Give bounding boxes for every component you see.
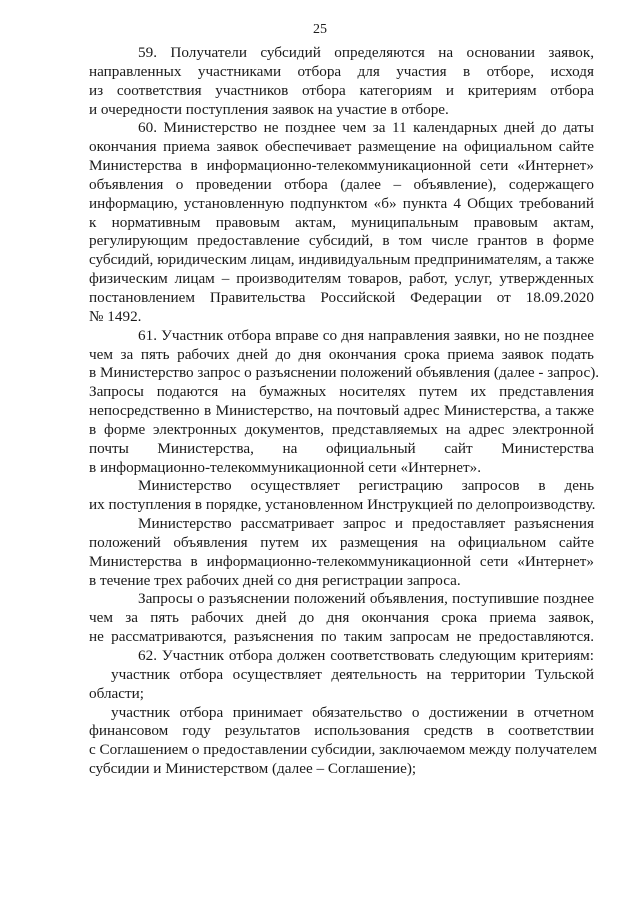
page-number: 25 xyxy=(313,22,327,37)
text-line: Министерство осуществляет регистрацию запросов в день xyxy=(138,477,594,495)
text-line: регулирующим предоставление субсидий, в том числе грантов в форме xyxy=(89,232,594,250)
text-line: объявления о проведении отбора (далее – объявление), содержащего xyxy=(89,175,594,193)
text-line: в информационно-телекоммуникационной сети «Интернет». xyxy=(89,458,482,476)
text-line: Министерство рассматривает запрос и предоставляет разъяснения xyxy=(138,515,594,533)
text-line: положений объявления путем их размещения на официальном сайте xyxy=(89,533,594,551)
text-line: в Министерство запрос о разъяснении положений объявления (далее - запрос). xyxy=(89,364,600,382)
text-line: информацию, установленную подпунктом «б» пункта 4 Общих требований xyxy=(89,194,594,212)
text-line: 60. Министерство не позднее чем за 11 календарных дней до даты xyxy=(138,119,594,137)
document-body xyxy=(89,44,600,779)
text-line: Министерства в информационно-телекоммуникационной сети «Интернет» xyxy=(89,552,594,570)
text-line: чем за пять рабочих дней до дня окончания срока приема заявок подать xyxy=(89,345,594,363)
text-line: и очередности поступления заявок на участие в отборе. xyxy=(89,100,449,118)
text-line: области; xyxy=(89,684,144,702)
text-line: к нормативным правовым актам, муниципальным правовым актам, xyxy=(89,213,594,231)
text-line: субсидии и Министерством (далее – Соглашение); xyxy=(89,760,417,778)
text-line: почты Министерства, на официальный сайт Министерства xyxy=(89,439,594,457)
text-line: окончания приема заявок обеспечивает размещение на официальном сайте xyxy=(89,138,594,156)
text-line: непосредственно в Министерство, на почтовый адрес Министерства, а также xyxy=(89,402,594,420)
text-line: Министерства в информационно-телекоммуникационной сети «Интернет» xyxy=(89,157,594,175)
text-line: их поступления в порядке, установленном Инструкцией по делопроизводству. xyxy=(89,496,596,514)
text-line: в течение трех рабочих дней со дня регистрации запроса. xyxy=(89,571,461,589)
text-line: субсидий, юридическим лицам, индивидуальным предпринимателям, а также xyxy=(89,251,594,269)
text-line: из соответствия участников отбора категориям и критериям отбора xyxy=(89,81,594,99)
text-line: финансовом году результатов использования средств в соответствии xyxy=(89,722,594,740)
text-line: Запросы о разъяснении положений объявления, поступившие позднее xyxy=(138,590,594,608)
text-line: чем за пять рабочих дней до дня окончания срока приема заявок, xyxy=(89,609,594,627)
text-line: физическим лицам – производителям товаров, работ, услуг, утвержденных xyxy=(89,270,594,288)
text-line: в форме электронных документов, представляемых на адрес электронной xyxy=(89,420,594,438)
text-line: постановлением Правительства Российской Федерации от 18.09.2020 xyxy=(89,288,594,306)
text-line: Запросы подаются на бумажных носителях путем их представления xyxy=(89,383,594,401)
text-line: 62. Участник отбора должен соответствовать следующим критериям: xyxy=(138,647,594,664)
text-line: участник отбора принимает обязательство о достижении в отчетном xyxy=(111,703,594,721)
text-line: не рассматриваются, разъяснения по таким запросам не предоставляются. xyxy=(89,628,594,646)
text-line: участник отбора осуществляет деятельность на территории Тульской xyxy=(111,665,594,683)
text-line: с Соглашением о предоставлении субсидии, заключаемом между получателем xyxy=(89,741,597,759)
text-line: направленных участниками отбора для участия в отборе, исходя xyxy=(89,62,594,80)
text-line: 61. Участник отбора вправе со дня направления заявки, но не позднее xyxy=(138,326,594,344)
text-line: № 1492. xyxy=(89,307,142,325)
text-line: 59. Получатели субсидий определяются на основании заявок, xyxy=(138,44,594,61)
